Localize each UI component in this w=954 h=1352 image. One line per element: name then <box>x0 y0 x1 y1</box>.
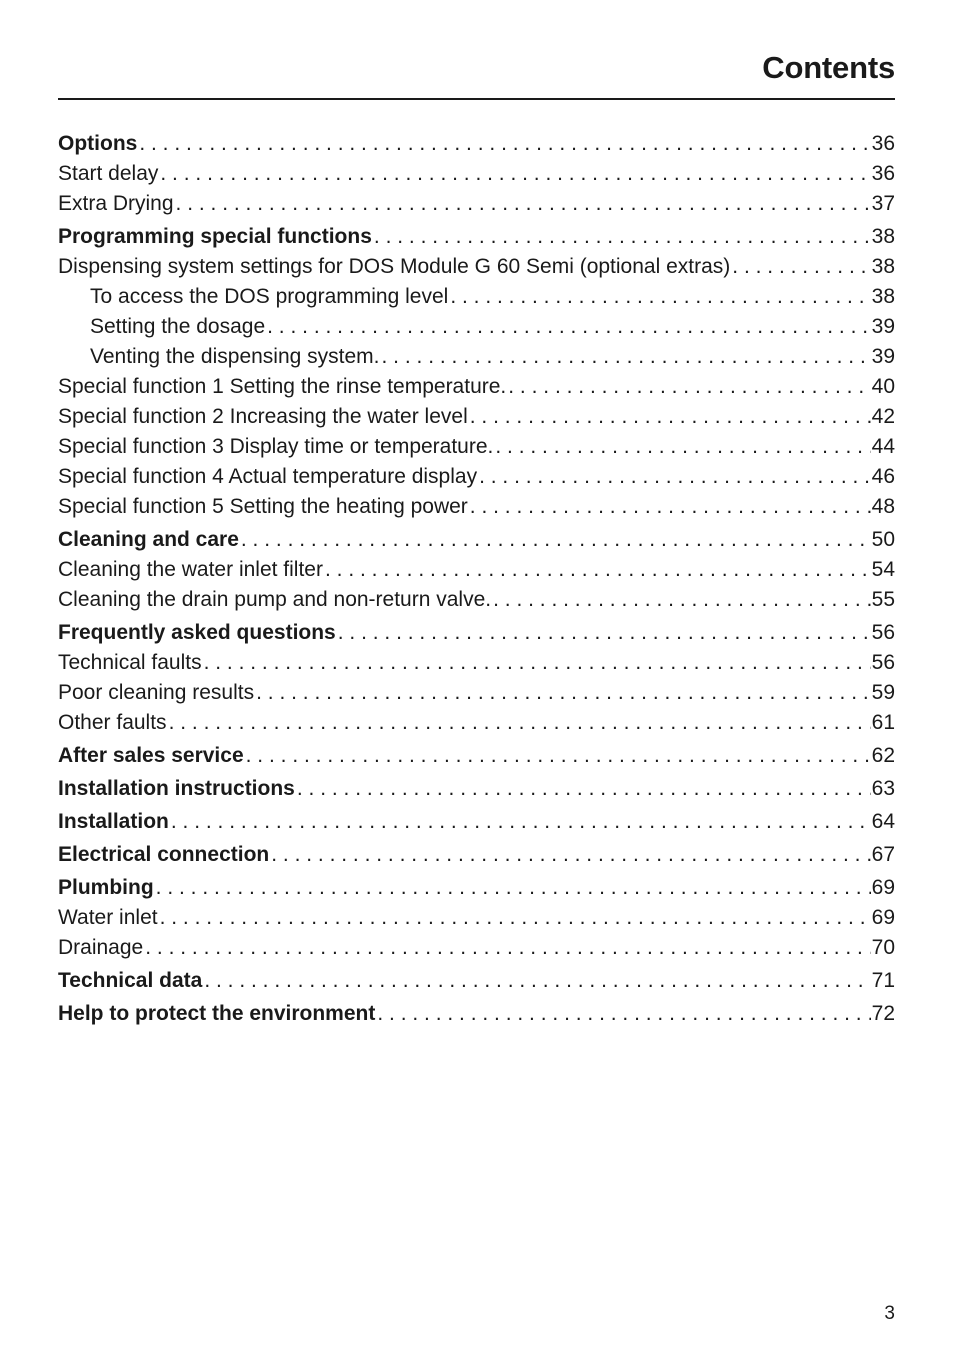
toc-entry-label: Plumbing <box>58 876 154 899</box>
toc-entry-label: After sales service <box>58 744 244 767</box>
toc-entry-label: Extra Drying <box>58 192 174 215</box>
title-divider <box>58 98 895 100</box>
toc-entry[interactable] <box>58 903 895 933</box>
toc-entry-label: Programming special functions <box>58 225 372 248</box>
toc-entry-label: Poor cleaning results <box>58 681 255 704</box>
toc-dot-leader <box>265 312 871 342</box>
toc-entry-page: 36 <box>871 162 895 185</box>
toc-dot-leader <box>491 585 871 615</box>
toc-entry[interactable] <box>58 807 895 837</box>
toc-entry-page: 59 <box>871 681 895 704</box>
toc-entry-label: Help to protect the environment <box>58 1002 376 1025</box>
toc-entry[interactable] <box>58 555 895 585</box>
toc-entry[interactable] <box>58 840 895 870</box>
toc-entry-page: 38 <box>871 255 895 278</box>
toc-entry[interactable] <box>58 402 895 432</box>
toc-entry[interactable] <box>58 462 895 492</box>
toc-dot-leader <box>158 159 871 189</box>
toc-entry-page: 38 <box>871 225 895 248</box>
toc-entry[interactable] <box>58 342 895 372</box>
toc-dot-leader <box>336 618 871 648</box>
toc-entry-page: 56 <box>871 621 895 644</box>
toc-dot-leader <box>202 648 871 678</box>
toc-entry-label: Installation <box>58 810 169 833</box>
page-number: 3 <box>884 1303 895 1324</box>
toc-entry-page: 54 <box>871 558 895 581</box>
toc-entry-page: 72 <box>871 1002 895 1025</box>
toc-entry-label: Options <box>58 132 138 155</box>
toc-entry-label: Setting the dosage <box>90 315 266 338</box>
toc-entry-page: 63 <box>871 777 895 800</box>
toc-entry-label: Cleaning the water inlet filter <box>58 558 323 581</box>
toc-entry-label: Special function 3 Display time or temperature. <box>58 435 494 458</box>
toc-entry[interactable] <box>58 252 895 282</box>
toc-dot-leader <box>295 774 871 804</box>
toc-entry-label: Cleaning and care <box>58 528 239 551</box>
toc-entry-page: 71 <box>871 969 895 992</box>
toc-entry-page: 67 <box>871 843 895 866</box>
toc-entry-label: Special function 2 Increasing the water level <box>58 405 468 428</box>
toc-entry-page: 36 <box>871 132 895 155</box>
toc-entry-label: Special function 1 Setting the rinse temperature. <box>58 375 507 398</box>
toc-dot-leader <box>506 372 871 402</box>
toc-entry-page: 38 <box>871 285 895 308</box>
toc-entry-page: 39 <box>871 345 895 368</box>
toc-entry-page: 70 <box>871 936 895 959</box>
toc-entry[interactable] <box>58 159 895 189</box>
toc-entry-label: Technical data <box>58 969 203 992</box>
toc-dot-leader <box>202 966 871 996</box>
toc-entry[interactable] <box>58 966 895 996</box>
toc-dot-leader <box>372 222 871 252</box>
toc-dot-leader <box>468 402 871 432</box>
toc-entry-label: Cleaning the drain pump and non-return valve. <box>58 588 492 611</box>
toc-entry-label: Frequently asked questions <box>58 621 336 644</box>
toc-entry[interactable] <box>58 282 895 312</box>
toc-entry-label: Venting the dispensing system. <box>90 345 380 368</box>
toc-dot-leader <box>380 342 871 372</box>
page-title: Contents <box>762 50 895 85</box>
toc-entry[interactable] <box>58 708 895 738</box>
toc-dot-leader <box>137 129 871 159</box>
toc-entry-page: 55 <box>871 588 895 611</box>
toc-entry[interactable] <box>58 189 895 219</box>
toc-entry[interactable] <box>58 999 895 1029</box>
toc-dot-leader <box>167 708 871 738</box>
toc-entry-page: 48 <box>871 495 895 518</box>
toc-entry-page: 42 <box>871 405 895 428</box>
toc-entry-page: 62 <box>871 744 895 767</box>
toc-dot-leader <box>493 432 871 462</box>
toc-entry[interactable] <box>58 618 895 648</box>
toc-dot-leader <box>158 903 871 933</box>
toc-entry-label: Special function 5 Setting the heating power <box>58 495 468 518</box>
toc-entry[interactable] <box>58 525 895 555</box>
toc-dot-leader <box>154 873 871 903</box>
toc-entry[interactable] <box>58 873 895 903</box>
toc-entry-label: Start delay <box>58 162 159 185</box>
toc-entry-label: Electrical connection <box>58 843 270 866</box>
toc-entry[interactable] <box>58 312 895 342</box>
toc-entry-label: Special function 4 Actual temperature display <box>58 465 478 488</box>
toc-entry-page: 46 <box>871 465 895 488</box>
toc-entry-page: 69 <box>871 876 895 899</box>
toc-entry[interactable] <box>58 372 895 402</box>
toc-entry-page: 56 <box>871 651 895 674</box>
toc-entry[interactable] <box>58 774 895 804</box>
toc-dot-leader <box>174 189 871 219</box>
toc-dot-leader <box>448 282 871 312</box>
toc-dot-leader <box>239 525 871 555</box>
toc-entry-page: 50 <box>871 528 895 551</box>
toc-entry[interactable] <box>58 648 895 678</box>
toc-entry-page: 64 <box>871 810 895 833</box>
toc-entry-page: 40 <box>871 375 895 398</box>
toc-dot-leader <box>254 678 871 708</box>
toc-dot-leader <box>143 933 871 963</box>
toc-entry[interactable] <box>58 933 895 963</box>
toc-entry-label: Water inlet <box>58 906 158 929</box>
toc-dot-leader <box>269 840 871 870</box>
toc-entry[interactable] <box>58 585 895 615</box>
toc-dot-leader <box>730 252 871 282</box>
toc-entry[interactable] <box>58 129 895 159</box>
toc-dot-leader <box>375 999 871 1029</box>
toc-entry-page: 44 <box>871 435 895 458</box>
toc-dot-leader <box>468 492 871 522</box>
toc-entry[interactable] <box>58 741 895 771</box>
toc-entry-page: 39 <box>871 315 895 338</box>
toc-entry[interactable] <box>58 432 895 462</box>
toc-entry-label: Drainage <box>58 936 144 959</box>
toc-dot-leader <box>169 807 871 837</box>
table-of-contents <box>58 128 895 1029</box>
toc-entry[interactable] <box>58 492 895 522</box>
toc-entry-page: 69 <box>871 906 895 929</box>
toc-dot-leader <box>244 741 871 771</box>
toc-entry-label: Technical faults <box>58 651 202 674</box>
toc-entry-label: To access the DOS programming level <box>90 285 449 308</box>
toc-entry[interactable] <box>58 678 895 708</box>
toc-entry-page: 37 <box>871 192 895 215</box>
toc-entry-page: 61 <box>871 711 895 734</box>
toc-dot-leader <box>323 555 871 585</box>
toc-entry-label: Other faults <box>58 711 167 734</box>
toc-entry-label: Installation instructions <box>58 777 295 800</box>
toc-entry-label: Dispensing system settings for DOS Module G 60 Semi (optional extras) <box>58 255 731 278</box>
toc-dot-leader <box>477 462 871 492</box>
toc-entry[interactable] <box>58 222 895 252</box>
